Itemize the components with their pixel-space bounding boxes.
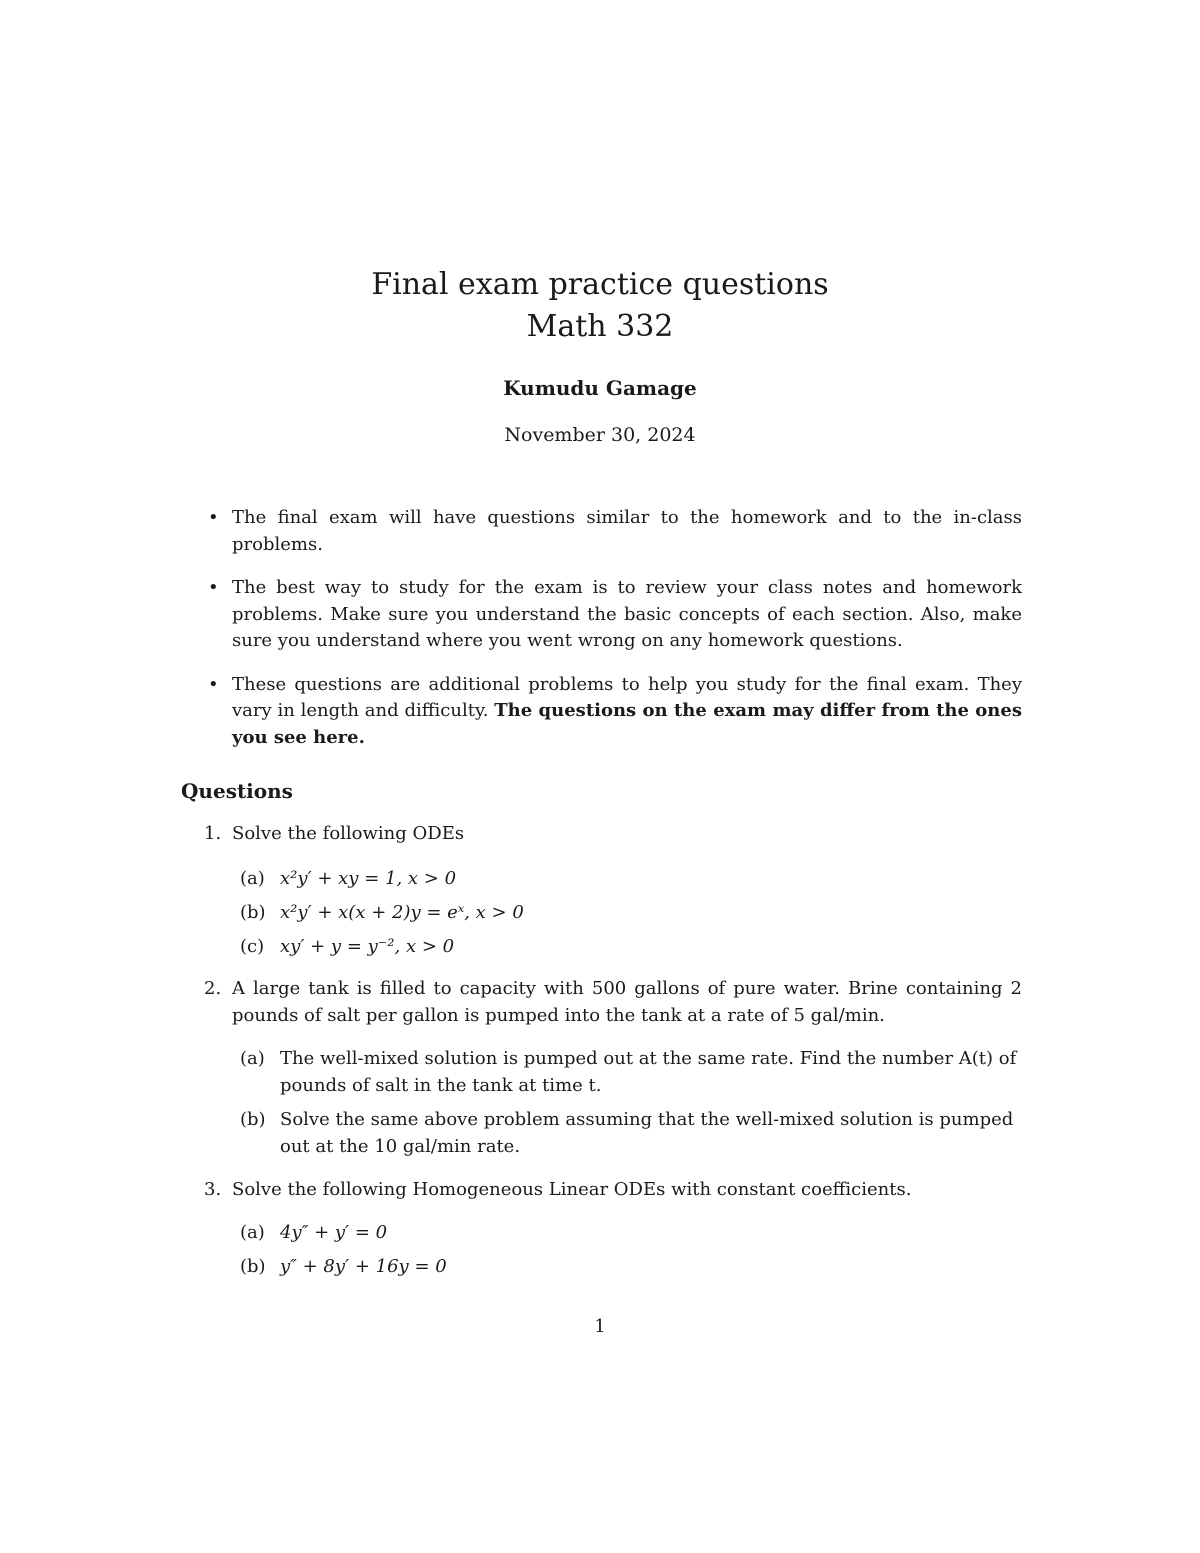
question-part: (b) x²y′ + x(x + 2)y = eˣ, x > 0 bbox=[240, 902, 524, 923]
bullet-item: • The best way to study for the exam is to review your class notes and homework problems. Make sure you understand the basic concepts of each section. Also, make sure you understand where you went wrong on any homework questions. bbox=[232, 575, 1022, 655]
questions-heading: Questions bbox=[181, 779, 293, 803]
date: November 30, 2024 bbox=[504, 424, 696, 446]
question-text: Solve the following ODEs bbox=[232, 823, 465, 844]
question-part: (c) xy′ + y = y⁻², x > 0 bbox=[240, 936, 455, 957]
author: Kumudu Gamage bbox=[503, 376, 697, 400]
question-2 bbox=[204, 976, 1022, 1029]
question-number: 1. bbox=[204, 823, 222, 844]
question-3 bbox=[204, 1177, 1022, 1204]
question-number: 2. bbox=[204, 978, 222, 999]
question-part: (b) y″ + 8y′ + 16y = 0 bbox=[240, 1256, 447, 1277]
title-line-2: Math 332 bbox=[526, 309, 674, 344]
title-line-1: Final exam practice questions bbox=[371, 267, 829, 302]
bullet-item: • These questions are additional problems to help you study for the final exam. They vary in length and difficulty. The questions on the exam may differ from the ones you see here. bbox=[232, 672, 1022, 752]
question-text: A large tank is filled to capacity with 500 gallons of pure water. Brine containing 2 pounds of salt per gallon is pumped into the tank at a rate of 5 gal/min. bbox=[232, 978, 1022, 1026]
question-part: (a) 4y″ + y′ = 0 bbox=[240, 1222, 388, 1243]
page-number: 1 bbox=[594, 1316, 606, 1337]
question-part: (a) x²y′ + xy = 1, x > 0 bbox=[240, 868, 457, 889]
bold-note: The questions on the exam may differ from the ones you see here. bbox=[232, 700, 1022, 748]
question-part: (a) The well-mixed solution is pumped out at the same rate. Find the number A(t) of pounds of salt in the tank at time t. bbox=[240, 1048, 1017, 1096]
bullet-item: • The final exam will have questions similar to the homework and to the in-class problems. bbox=[232, 505, 1022, 558]
document-title bbox=[0, 264, 1200, 348]
question-text: Solve the following Homogeneous Linear ODEs with constant coefficients. bbox=[232, 1179, 912, 1200]
question-1 bbox=[204, 821, 1022, 848]
question-part: (b) Solve the same above problem assuming that the well-mixed solution is pumped out at the 10 gal/min rate. bbox=[240, 1109, 1014, 1157]
instructions-list bbox=[232, 505, 1022, 768]
question-number: 3. bbox=[204, 1179, 222, 1200]
